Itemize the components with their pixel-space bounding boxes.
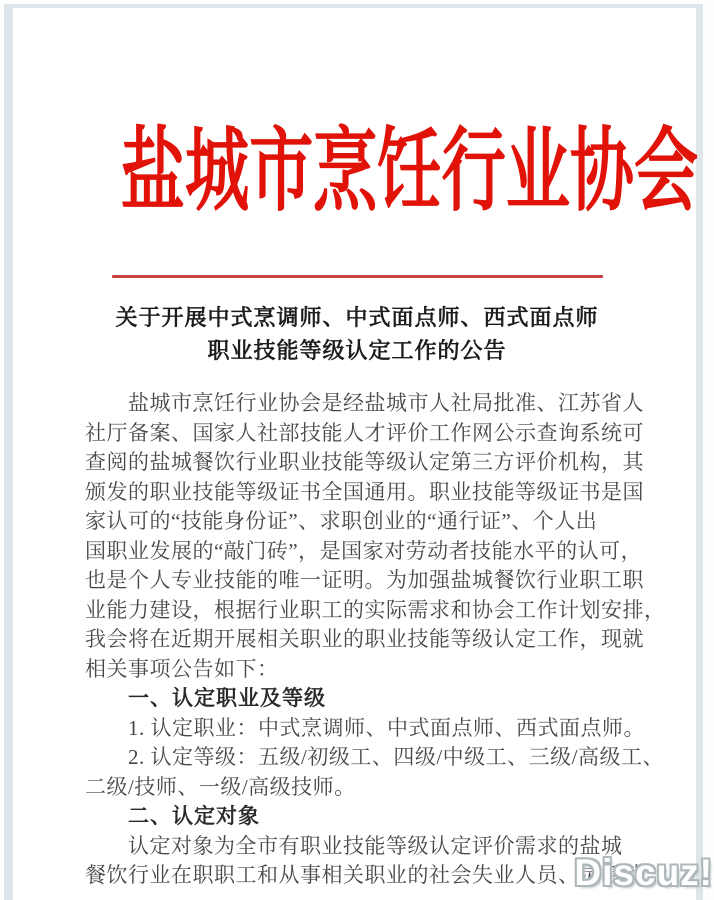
section1-item-2: 2. 认定等级：五级/初级工、四级/中级工、三级/高级工、: [128, 745, 665, 769]
intro-line: 家认可的“技能身份证”、求职创业的“通行证”、个人出: [85, 509, 598, 533]
intro-line: 盐城市烹饪行业协会是经盐城市人社局批准、江苏省人: [128, 391, 644, 415]
doc-title: [0, 301, 714, 367]
discuz-watermark: Discuz!: [574, 852, 713, 893]
section1-item-2-cont: 二级/技师、一级/高级技师。: [85, 774, 356, 799]
section2-heading: 二、认定对象: [128, 805, 260, 828]
intro-line: 相关事项公告如下：: [85, 656, 279, 681]
intro-line: 颁发的职业技能等级证书全国通用。职业技能等级证书是国: [85, 479, 644, 504]
doc-title-line-2: 职业技能等级认定工作的公告: [207, 338, 507, 363]
intro-line: 我会将在近期开展相关职业的职业技能等级认定工作，现就: [85, 627, 644, 651]
intro-line: 社厅备案、国家人社部技能人才评价工作网公示查询系统可: [85, 420, 644, 445]
intro-line: 业能力建设，根据行业职工的实际需求和协会工作计划安排，: [85, 597, 666, 622]
intro-line: 也是个人专业技能的唯一证明。为加强盐城餐饮行业职工职: [85, 568, 644, 592]
org-title: [0, 120, 714, 224]
section2-line: 认定对象为全市有职业技能等级认定评价需求的盐城: [128, 833, 623, 858]
org-title-text: 盐城市烹饪行业协会: [120, 121, 699, 222]
section1-heading: 一、认定职业及等级: [128, 687, 326, 710]
section2-line: 餐饮行业在职职工和从事相关职业的社会失业人员、灵活就: [85, 863, 644, 887]
doc-title-line-1: 关于开展中式烹调师、中式面点师、西式面点师: [115, 305, 599, 330]
red-divider-line: [112, 275, 603, 278]
intro-line: 查阅的盐城餐饮行业职业技能等级认定第三方评价机构，其: [85, 450, 644, 474]
intro-line: 国职业发展的“敲门砖”，是国家对劳动者技能水平的认可，: [85, 538, 643, 563]
section1-item-1: 1. 认定职业：中式烹调师、中式面点师、西式面点师。: [128, 715, 645, 740]
